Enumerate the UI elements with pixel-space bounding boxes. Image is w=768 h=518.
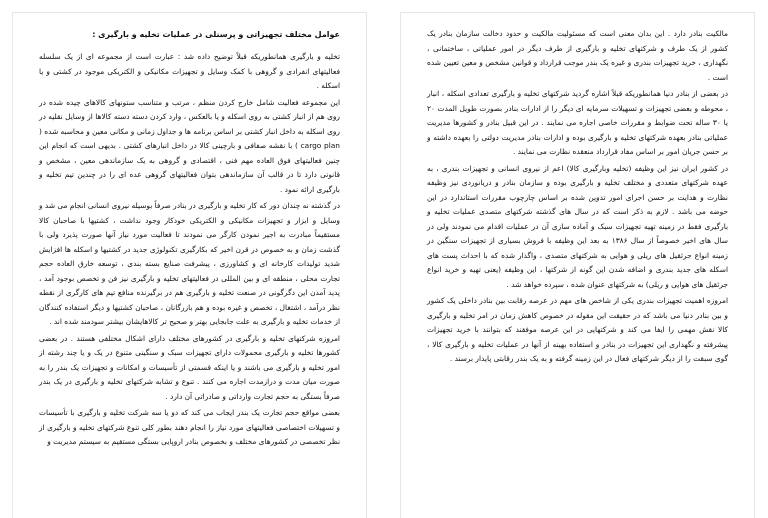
paragraph: مالکیت بنادر دارد . این بدان معنی است که مسئولیت مالکیت و حدود دخالت سازمان بنادر یک کشور از یک طرف و شرکتهای تخلیه و بارگیری از طرف دیگر در امور عملیاتی ، ساختمانی ، نگهداری ، خرید تجهیزات بندری و غیره یک بندر موجب قرارداد و قوانین مشخص و معین تعیین شده است . (427, 29, 728, 82)
section-heading: عوامل مختلف تجهیزاتی و پرسنلی در عملیات تخلیه و بارگیری : (92, 30, 340, 39)
paragraph: این مجموعه فعالیت شامل خارج کردن منظم ، مرتب و متناسب ستونهای کالاهای چیده شده در روی هم از انبار کشتی به روی اسکله و یا بالعکس ، وارد کردن دسته دسته کالاها از وسایل نقلیه در روی اسکله به داخل انبار کشتی بر اساس برنامه ها و جداول زمانی و مکانی معین و محاسبه شده ( cargo plan ) با نقشه صفافی و بارچینی کالا در داخل انبارهای کشتی . بدیهی است که انجام این چنین فعالیتهای فوق العاده مهم فنی ، اقتصادی و گروهی به یک سازماندهی معین ، مشخص و قانونی دارد تا در قالب آن سازماندهی بتوان فعالیتهای گروهی عده ای را در چندین تیم تخلیه و بارگیری ارائه نمود . (39, 97, 340, 194)
left-page (12, 12, 367, 518)
right-page (400, 12, 755, 518)
paragraph: در بعضی از بنادر دنیا همانطوریکه قبلاً اشاره گردید شرکتهای تخلیه و بارگیری تعدادی اسکله ، انبار ، محوطه و بعضی تجهیزات و تسهیلات سرمایه ای دیگر را از ادارات بنادر بصورت طویل المدت ۲۰ یا ۳۰ ساله تحت ضوابط و مقررات خاصی اجاره می نمایند . در این قبیل بنادر و کشورها مدیریت عملیاتی بنادر بعهده شرکتهای تخلیه و بارگیری بوده و ادارات بنادر مدیریت دولتی را بعهده داشته و بر حسن جریان امور بر اساس مفاد قرارداد منعقده نظارت می نمایند . (427, 89, 728, 156)
paragraph: بعضی مواقع حجم تجارت یک بندر ایجاب می کند که دو یا سه شرکت تخلیه و بارگیری با تأسیسات و تسهیلات اختصاصی فعالیتهای مورد نیاز را انجام دهند بطور کلی تنوع شرکتهای تخلیه و بارگیری از نظر تخصصی در کشورهای مختلف و بخصوص بنادر اروپایی بستگی مستقیم به سیستم مدیریت و (39, 408, 340, 446)
left-page-content (13, 13, 366, 450)
right-page-content (401, 13, 754, 367)
paragraph: امروزه شرکتهای تخلیه و بارگیری در کشورهای مختلف دارای اشکال مختلفی هستند . در بعضی کشورها تخلیه و بارگیری محمولات دارای تجهیزات سبک و سنگینی متنوع در یک و یا چند رشته از امور تخلیه و بارگیری می باشند و یا اینکه قسمتی از تأسیسات و امکانات و تجهیزات یک بندر را به صورت میان مدت و درازمدت اجاره می کنند . تنوع و تشابه شرکتهای تخلیه و بارگیری در یک بندر صرفاً بستگی به حجم تجارت وارداتی و صادراتی آن دارد . (39, 333, 340, 401)
paragraph: در کشور ایران نیز این وظیفه (تخلیه وبارگیری کالا) اعم از نیروی انسانی و تجهیزات بندری ، به عهده شرکتهای متعددی و مختلف تخلیه و بارگیری بوده و سازمان بنادر و دریانوردی نیز وظیفه نظارت و هدایت بر حسن اجرای امور تدوین شده بر اساس چارچوب مقررات استاندارد در این حوضه می باشد . لازم به ذکر است که در سال های گذشته شرکتهای متصدی عملیات تخلیه و بارگیری فقط در زمینه تهیه تجهیزات سبک و آماده سازی آن در عملیات اقدام می نمودند ولی در سال های اخیر خصوصاً از سال ۱۳۸۶ به بعد این وظیفه با فروش بسیاری از تجهیزات سنگین در زمینه انواع جرثقیل های ریلی و هوایی به شرکتهای متصدی ، واگذار شده که با احداث پست های اسکله های جدید بندری و اضافه شدن این گونه از شرکتها ، این وظیفه (یعنی تهیه و خرید انواع جرثقیل های هوایی و ریلی) به شرکتهای عنوان شده ، سپرده خواهد شد . (427, 163, 728, 289)
paragraph: تخلیه و بارگیری همانطوریکه قبلاً توضیح داده شد : عبارت است از مجموعه ای از یک سلسله فعالیتهای انفرادی و گروهی با کمک وسایل و تجهیزات مکانیکی و الکتریکی موجود در کشتی و یا اسکله . (39, 52, 340, 90)
paragraph: در گذشته نه چندان دور که کار تخلیه و بارگیری در بنادر صرفاً بوسیله نیروی انسانی انجام می شد و وسایل و ابزار و تجهیزات مکانیکی و الکتریکی خودکار وجود نداشت ، کشتیها با صاحبان کالا مستقیماً مبادرت به اجیر نمودن کارگر می نمودند تا فعالیت مورد نیاز آنها صورت پذیرد ولی با گذشت زمان و به خصوص در قرن اخیر که بکارگیری تکنولوژی جدید در کشتیها و اسکله ها افزایش شدید تولیدات کارخانه ای و کشاورزی ، پیشرفت صنایع بسته بندی ، توسعه خارق العاده حجم تجارت محلی ، منطقه ای و بین المللی در فعالیتهای تخلیه و بارگیری نیز فن و تخصص بوجود آمد ، پدید آمدن این دگرگونی در صنعت تخلیه و بارگیری هم در برگیرنده منافع تیم های کارگری از نقطه نظر درآمد ، اشتغال ، تخصص و غیره بوده و هم بازرگانان ، صاحبان کشتیها و دیگر استفاده کنندگان از خدمات تخلیه و بارگیری به علت جابجایی بهتر و صحیح تر کالاهایشان بیشتر سودمند شده اند . (39, 201, 340, 326)
paragraph: امروزه اهمیت تجهیزات بندری یکی از شاخص های مهم در عرصه رقابت بین بنادر داخلی یک کشور و بین بنادر دنیا می باشد که در حقیقت این مقوله در خصوص کاهش زمان در امر تخلیه و بارگیری کالا نقش مهمی را ایفا می کند و شرکتهایی در این عرصه موفقند که بتوانند با خرید تجهیزات پیشرفته و نگهداری این تجهیزات در بنادر و استفاده بهینه از آنها در عملیات تخلیه و بارگیری کالا ، گوی سبقت را از دیگر شرکتهای فعال در این زمینه گرفته و به یک بندر رقابتی پایدار برسند . (427, 296, 728, 363)
